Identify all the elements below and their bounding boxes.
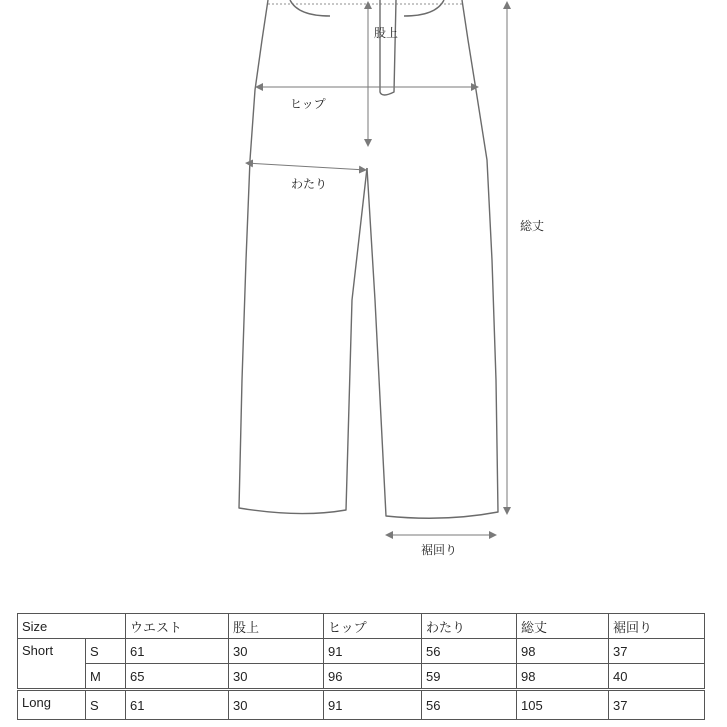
value-cell: 91 <box>324 639 422 664</box>
value-cell: 30 <box>229 664 324 690</box>
pants-left-leg <box>239 0 367 514</box>
value-cell: 61 <box>126 690 229 720</box>
header-waist: ウエスト <box>126 614 229 639</box>
value-cell: 96 <box>324 664 422 690</box>
value-cell: 105 <box>517 690 609 720</box>
header-size: Size <box>18 614 126 639</box>
value-cell: 98 <box>517 664 609 690</box>
header-rise: 股上 <box>229 614 324 639</box>
value-cell: 56 <box>422 639 517 664</box>
value-cell: 37 <box>609 639 705 664</box>
hem-label: 裾回り <box>421 543 458 557</box>
value-cell: 30 <box>229 639 324 664</box>
pants-left-pocket <box>290 0 330 16</box>
table-row <box>18 664 705 690</box>
pants-right-leg <box>367 0 498 518</box>
pants-right-pocket <box>404 0 444 16</box>
group-label: Short <box>18 639 86 690</box>
measurement-arrows <box>246 2 507 535</box>
size-cell: M <box>86 664 126 690</box>
size-table <box>17 613 705 720</box>
value-cell: 59 <box>422 664 517 690</box>
value-cell: 98 <box>517 639 609 664</box>
header-hip: ヒップ <box>324 614 422 639</box>
pants-fly <box>380 0 396 95</box>
group-label: Long <box>18 690 86 720</box>
header-thigh: わたり <box>422 614 517 639</box>
value-cell: 56 <box>422 690 517 720</box>
header-length: 総丈 <box>517 614 609 639</box>
value-cell: 65 <box>126 664 229 690</box>
hip-label: ヒップ <box>290 97 326 111</box>
length-label: 総丈 <box>520 219 545 233</box>
thigh-label: わたり <box>291 177 328 191</box>
value-cell: 40 <box>609 664 705 690</box>
value-cell: 37 <box>609 690 705 720</box>
table-header-row <box>18 614 705 639</box>
size-cell: S <box>86 639 126 664</box>
table-row <box>18 639 705 664</box>
value-cell: 61 <box>126 639 229 664</box>
rise-label: 股上 <box>374 26 399 40</box>
thigh-arrow <box>246 163 366 170</box>
value-cell: 30 <box>229 690 324 720</box>
header-hem: 裾回り <box>609 614 705 639</box>
value-cell: 91 <box>324 690 422 720</box>
table-row <box>18 690 705 720</box>
size-cell: S <box>86 690 126 720</box>
